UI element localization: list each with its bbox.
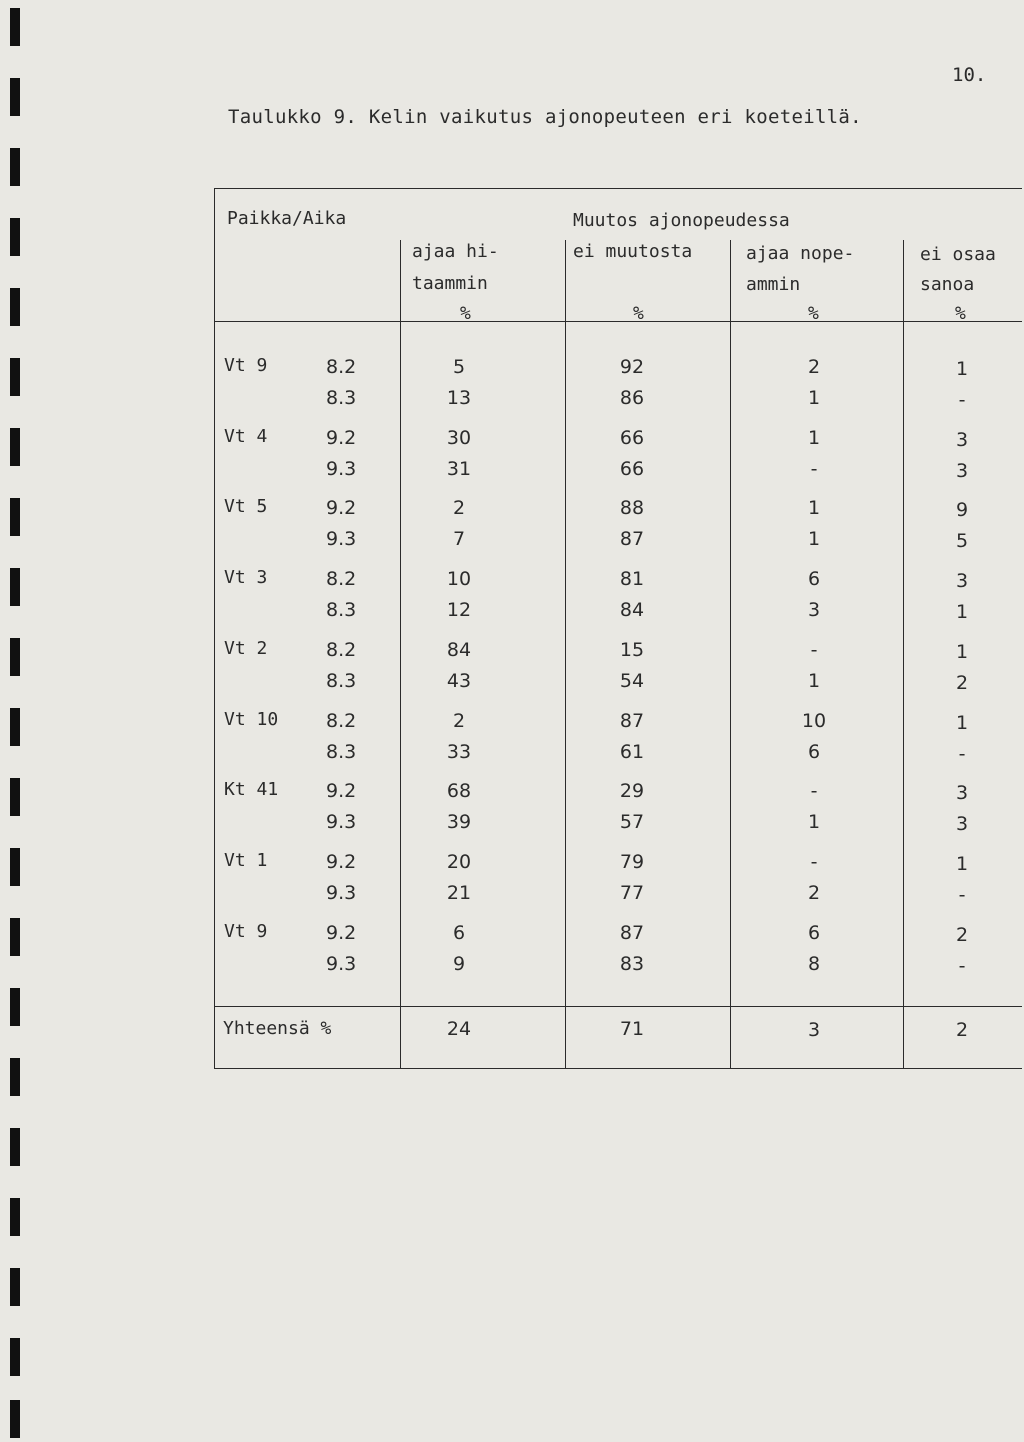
value-cell-no-change: 92 [619,356,645,378]
value-cell-faster: - [810,850,818,873]
date-cell: 9.3 [326,457,357,480]
table-bottom-rule [214,1068,1022,1069]
total-label: Yhteensä % [223,1018,332,1039]
value-cell-faster: 6 [807,921,821,944]
date-cell: 9.3 [326,881,357,904]
binder-hole [10,1400,20,1438]
value-cell-no-change: 61 [619,740,645,763]
value-cell-no-change: 77 [619,881,645,904]
col4-header-line2: sanoa [920,274,975,295]
value-cell-slower: 68 [446,780,472,803]
value-cell-faster: 2 [807,881,821,904]
group-header: Muutos ajonopeudessa [573,210,790,231]
value-cell-slower: 2 [452,497,466,520]
value-cell-faster: 3 [807,599,821,622]
col3-header-line1: ajaa nope- [746,243,855,264]
date-cell: 8.3 [326,669,357,692]
road-label: Vt 9 [224,920,268,942]
col3-unit: % [808,303,819,324]
value-cell-no-change: 87 [619,528,645,551]
value-cell-no-change: 29 [619,780,645,803]
binder-hole [10,1058,20,1096]
col-rule-3 [730,240,731,1069]
value-cell-no-change: 87 [619,921,645,944]
road-label: Vt 2 [224,637,268,659]
road-label: Vt 4 [224,425,268,447]
value-cell-dont-know: 1 [955,601,969,624]
value-cell-dont-know: 3 [955,782,969,805]
value-cell-no-change: 54 [619,669,645,692]
binder-hole [10,1268,20,1306]
table-top-rule [214,188,1022,189]
date-cell: 8.3 [326,599,357,622]
value-cell-slower: 5 [452,356,466,378]
value-cell-faster: 1 [807,811,821,834]
value-cell-faster: 1 [807,669,821,692]
value-cell-slower: 31 [446,457,472,480]
page-number: 10. [952,64,987,86]
binder-hole [10,1128,20,1166]
value-cell-dont-know: - [958,883,966,906]
binder-hole [10,428,20,466]
value-cell-no-change: 15 [619,638,645,661]
value-cell-dont-know: 1 [955,711,969,734]
date-cell: 9.3 [326,811,357,834]
total-value-no-change: 71 [619,1018,645,1040]
binder-hole [10,8,20,46]
col4-header-line1: ei osaa [920,244,996,265]
data-table [214,188,1022,1070]
value-cell-dont-know: 2 [955,923,969,946]
binder-hole [10,568,20,606]
value-cell-slower: 20 [446,850,472,873]
value-cell-no-change: 79 [619,850,645,873]
value-cell-slower: 7 [452,528,466,551]
table-title: Taulukko 9. Kelin vaikutus ajonopeuteen eri koeteillä. [228,106,862,128]
stub-header: Paikka/Aika [227,208,347,229]
value-cell-faster: 1 [807,426,821,449]
total-value-faster: 3 [807,1019,821,1041]
binder-hole [10,708,20,746]
value-cell-slower: 10 [446,568,472,591]
binder-hole [10,638,20,676]
col3-header-line2: ammin [746,274,801,295]
road-label: Kt 41 [224,779,279,801]
value-cell-slower: 13 [446,387,472,409]
road-label: Vt 3 [224,567,268,589]
binder-hole [10,988,20,1026]
value-cell-faster: 1 [807,528,821,551]
date-cell: 8.2 [326,709,357,732]
header-rule [214,321,1022,322]
col1-header-line2: taammin [412,273,488,294]
value-cell-dont-know: 5 [955,530,969,553]
road-label: Vt 5 [224,496,268,518]
date-cell: 8.2 [326,356,357,378]
value-cell-dont-know: - [958,954,966,977]
value-cell-faster: 1 [807,387,821,409]
value-cell-no-change: 84 [619,599,645,622]
value-cell-slower: 39 [446,811,472,834]
col4-unit: % [955,303,966,324]
value-cell-dont-know: 2 [955,671,969,694]
binder-hole [10,778,20,816]
value-cell-no-change: 83 [619,952,645,975]
value-cell-slower: 33 [446,740,472,763]
value-cell-dont-know: 3 [955,813,969,836]
binder-hole [10,218,20,256]
date-cell: 8.2 [326,568,357,591]
date-cell: 8.2 [326,638,357,661]
value-cell-faster: 6 [807,740,821,763]
value-cell-dont-know: 3 [955,428,969,451]
value-cell-faster: 1 [807,497,821,520]
value-cell-dont-know: 3 [955,570,969,593]
value-cell-no-change: 66 [619,426,645,449]
table-left-rule [214,188,215,1069]
col2-unit: % [633,303,644,324]
date-cell: 8.3 [326,740,357,763]
road-label: Vt 10 [224,708,279,730]
value-cell-dont-know: 1 [955,358,969,380]
value-cell-no-change: 88 [619,497,645,520]
value-cell-slower: 6 [452,921,466,944]
col1-header-line1: ajaa hi- [412,241,499,262]
value-cell-faster: 2 [807,356,821,378]
value-cell-slower: 12 [446,599,472,622]
total-top-rule [214,1006,1022,1007]
binder-hole [10,148,20,186]
date-cell: 9.2 [326,426,357,449]
road-label: Vt 1 [224,849,268,871]
date-cell: 9.3 [326,952,357,975]
value-cell-slower: 43 [446,669,472,692]
value-cell-no-change: 86 [619,387,645,409]
binder-hole [10,358,20,396]
date-cell: 9.2 [326,780,357,803]
value-cell-dont-know: 1 [955,640,969,663]
binder-hole [10,288,20,326]
col-rule-1 [400,240,401,1069]
date-cell: 9.2 [326,497,357,520]
value-cell-no-change: 57 [619,811,645,834]
value-cell-faster: 8 [807,952,821,975]
value-cell-faster: - [810,457,818,480]
value-cell-dont-know: 3 [955,459,969,482]
value-cell-slower: 30 [446,426,472,449]
value-cell-slower: 2 [452,709,466,732]
col1-unit: % [460,303,471,324]
date-cell: 9.2 [326,921,357,944]
value-cell-no-change: 66 [619,457,645,480]
date-cell: 9.3 [326,528,357,551]
binder-hole [10,1198,20,1236]
value-cell-dont-know: - [958,742,966,765]
date-cell: 9.2 [326,850,357,873]
binder-hole [10,1338,20,1376]
date-cell: 8.3 [326,387,357,409]
road-label: Vt 9 [224,355,268,376]
total-value-dont-know: 2 [955,1019,969,1041]
binder-holes [10,0,22,1442]
value-cell-no-change: 87 [619,709,645,732]
value-cell-dont-know: 9 [955,499,969,522]
binder-hole [10,498,20,536]
col-rule-2 [565,240,566,1069]
binder-hole [10,918,20,956]
binder-hole [10,848,20,886]
col-rule-4 [903,240,904,1069]
total-value-slower: 24 [446,1018,472,1040]
value-cell-no-change: 81 [619,568,645,591]
value-cell-faster: 10 [801,709,827,732]
value-cell-faster: - [810,780,818,803]
value-cell-slower: 21 [446,881,472,904]
value-cell-slower: 9 [452,952,466,975]
value-cell-dont-know: - [958,389,966,411]
value-cell-faster: - [810,638,818,661]
value-cell-slower: 84 [446,638,472,661]
binder-hole [10,78,20,116]
col2-header-line1: ei muutosta [573,241,693,262]
value-cell-faster: 6 [807,568,821,591]
value-cell-dont-know: 1 [955,852,969,875]
